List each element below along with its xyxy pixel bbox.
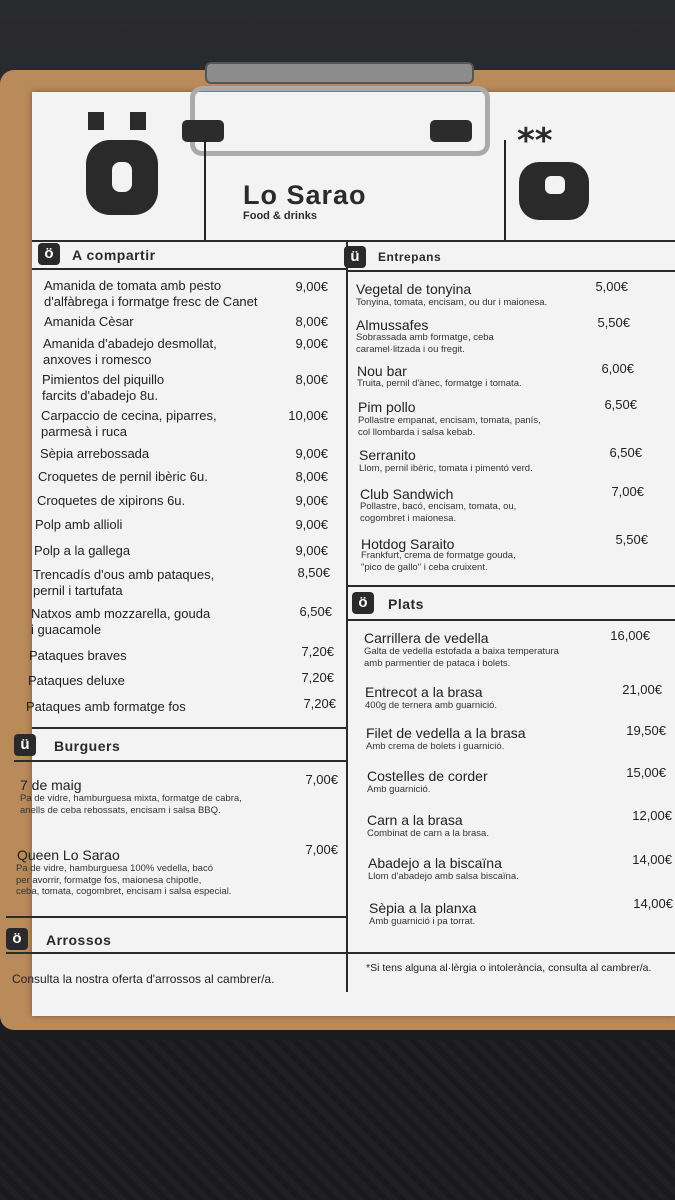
section-icon-entrepans: ü <box>344 246 366 268</box>
list-item: Vegetal de tonyina <box>356 281 472 297</box>
list-item: Almussafes <box>356 317 429 333</box>
list-item: Pimientos del piquillo farcits d'abadejo 8u. <box>42 372 165 403</box>
divider-burguers <box>14 760 346 762</box>
item-price: 21,00€ <box>622 682 662 697</box>
item-description: Amb guarnició. <box>367 784 431 795</box>
list-item: Pataques deluxe <box>28 673 125 688</box>
item-description: Galta de vedella estofada a baixa temperatura amb parmentier de pataca i bolets. <box>364 646 559 669</box>
p-asterisk-logo <box>515 122 595 222</box>
section-title-arrossos: Arrossos <box>46 932 112 948</box>
item-description: Amb guarnició i pa torrat. <box>369 916 476 927</box>
list-item: Croquetes de xipirons 6u. <box>37 493 186 508</box>
item-price: 9,00€ <box>295 543 328 558</box>
item-price: 15,00€ <box>626 765 666 780</box>
clip-bar <box>205 62 474 84</box>
list-item: Filet de vedella a la brasa <box>366 725 526 741</box>
item-description: Pollastre, bacó, encisam, tomata, ou, cogombret i maionesa. <box>360 501 517 524</box>
list-item: Amanida de tomata amb pesto d'alfàbrega i formatge fresc de Canet <box>44 278 258 309</box>
item-price: 19,50€ <box>626 723 666 738</box>
item-price: 6,50€ <box>604 397 637 412</box>
item-price: 9,00€ <box>295 517 328 532</box>
item-price: 7,00€ <box>305 772 338 787</box>
item-price: 14,00€ <box>633 896 673 911</box>
divider-entrepans <box>346 270 675 272</box>
list-item: Sèpia arrebossada <box>40 446 150 461</box>
list-item: Costelles de corder <box>367 768 488 784</box>
divider-center <box>346 240 348 992</box>
list-item: Carpaccio de cecina, piparres, parmesà i ruca <box>41 408 217 439</box>
section-title-plats: Plats <box>388 596 424 612</box>
clip-grip-right <box>430 120 472 142</box>
list-item: Queen Lo Sarao <box>17 847 120 863</box>
item-price: 8,50€ <box>297 565 330 580</box>
divider-plats-top <box>346 585 675 587</box>
item-price: 7,20€ <box>301 670 334 685</box>
section-icon-burguers: ü <box>14 734 36 756</box>
item-price: 5,50€ <box>615 532 648 547</box>
list-item: Pim pollo <box>358 399 416 415</box>
item-price: 8,00€ <box>295 314 328 329</box>
o-umlaut-logo <box>58 110 178 220</box>
item-description: Frankfurt, crema de formatge gouda, "pico de gallo" i ceba cruixent. <box>361 550 516 573</box>
svg-text:**: ** <box>517 122 553 161</box>
table-surface <box>0 1040 675 1200</box>
item-description: Amb crema de bolets i guarnició. <box>366 741 505 752</box>
section-title-compartir: A compartir <box>72 247 156 263</box>
list-item: Sèpia a la planxa <box>369 900 477 916</box>
list-item: Amanida Cèsar <box>44 314 134 329</box>
list-item: Pataques braves <box>29 648 127 663</box>
item-price: 6,00€ <box>601 361 634 376</box>
list-item: Natxos amb mozzarella, gouda i guacamole <box>31 606 211 637</box>
item-price: 9,00€ <box>295 493 328 508</box>
item-description: Tonyina, tomata, encisam, ou dur i maionesa. <box>356 297 548 308</box>
item-description: Sobrassada amb formatge, ceba caramel·litzada i ou fregit. <box>356 332 494 355</box>
item-description: Pollastre empanat, encisam, tomata, panís, col llombarda i salsa kebab. <box>358 415 541 438</box>
item-price: 9,00€ <box>295 336 328 351</box>
section-title-entrepans: Entrepans <box>378 250 442 264</box>
item-price: 12,00€ <box>632 808 672 823</box>
clip-grip-left <box>182 120 224 142</box>
list-item: 7 de maig <box>20 777 82 793</box>
list-item: Hotdog Saraito <box>361 536 455 552</box>
item-price: 7,20€ <box>303 696 336 711</box>
list-item: Abadejo a la biscaïna <box>368 855 502 871</box>
brand-name: Lo Sarao <box>243 180 367 210</box>
item-description: Pa de vidre, hamburguesa mixta, formatge de cabra, anells de ceba rebossats, encisam i salsa BBQ. <box>20 793 242 816</box>
allergy-note: *Si tens alguna al·lèrgia o intolerància, consulta al cambrer/a. <box>366 962 652 974</box>
divider-plats <box>346 619 675 621</box>
divider-top <box>32 240 675 242</box>
item-price: 9,00€ <box>295 279 328 294</box>
section-icon-compartir: ö <box>38 243 60 265</box>
item-description: Truita, pernil d'ànec, formatge i tomata. <box>357 378 522 389</box>
item-price: 8,00€ <box>295 469 328 484</box>
item-price: 7,00€ <box>611 484 644 499</box>
item-price: 6,50€ <box>609 445 642 460</box>
list-item: Carrillera de vedella <box>364 630 489 646</box>
item-price: 6,50€ <box>299 604 332 619</box>
list-item: Trencadís d'ous amb pataques, pernil i tartufata <box>33 567 215 598</box>
item-price: 16,00€ <box>610 628 650 643</box>
divider-bottom <box>6 952 675 954</box>
item-description: Llom d'abadejo amb salsa biscaïna. <box>368 871 519 882</box>
section-title-burguers: Burguers <box>54 738 121 754</box>
list-item: Amanida d'abadejo desmollat, anxoves i romesco <box>43 336 217 367</box>
item-price: 8,00€ <box>295 372 328 387</box>
list-item: Pataques amb formatge fos <box>26 699 186 714</box>
item-price: 5,50€ <box>597 315 630 330</box>
item-description: Llom, pernil ibèric, tomata i pimentó verd. <box>359 463 533 474</box>
divider-arrossos-top <box>6 916 346 918</box>
list-item: Entrecot a la brasa <box>365 684 483 700</box>
item-description: Pa de vidre, hamburguesa 100% vedella, bacó per avorrir, formatge fos, maionesa chipotle, ceba, tomata, cogombret, encisam i salsa especial. <box>16 863 232 897</box>
item-price: 14,00€ <box>632 852 672 867</box>
item-price: 7,20€ <box>301 644 334 659</box>
section-icon-arrossos: ö <box>6 928 28 950</box>
list-item: Nou bar <box>357 363 407 379</box>
list-item: Polp a la gallega <box>34 543 131 558</box>
list-item: Croquetes de pernil ibèric 6u. <box>38 469 208 484</box>
list-item: Carn a la brasa <box>367 812 463 828</box>
divider-compartir <box>32 268 346 270</box>
item-price: 5,00€ <box>595 279 628 294</box>
list-item: Club Sandwich <box>360 486 454 502</box>
item-price: 9,00€ <box>295 446 328 461</box>
brand-tagline: Food & drinks <box>243 210 317 222</box>
item-description: Combinat de carn a la brasa. <box>367 828 489 839</box>
arrossos-note: Consulta la nostra oferta d'arrossos al cambrer/a. <box>12 972 275 986</box>
list-item: Serranito <box>359 447 416 463</box>
item-description: 400g de ternera amb guarnició. <box>365 700 498 711</box>
item-price: 7,00€ <box>305 842 338 857</box>
divider-burguers-top <box>32 727 346 729</box>
section-icon-plats: ö <box>352 592 374 614</box>
item-price: 10,00€ <box>288 408 328 423</box>
list-item: Polp amb allioli <box>35 517 123 532</box>
